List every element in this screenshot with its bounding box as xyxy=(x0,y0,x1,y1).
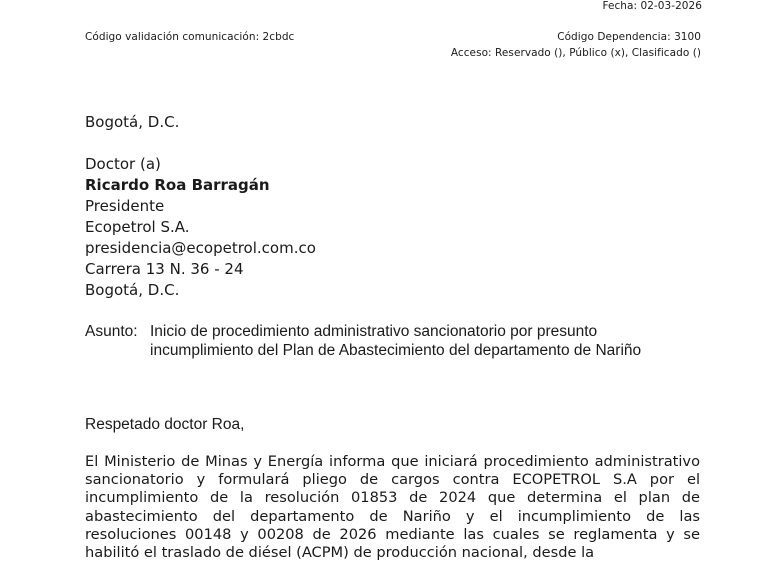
letter-city: Bogotá, D.C. xyxy=(85,113,180,131)
recipient-position: Presidente xyxy=(85,197,165,215)
document-date: Fecha: 02-03-2026 xyxy=(602,0,702,12)
subject-label: Asunto: xyxy=(85,323,138,340)
subject-text: Inicio de procedimiento administrativo sancionatorio por presunto incumplimiento del Plan de Abastecimiento del departamento de Nariño xyxy=(150,323,642,359)
greeting: Respetado doctor Roa, xyxy=(85,416,245,433)
recipient-address: Carrera 13 N. 36 - 24 xyxy=(85,260,244,278)
body-paragraph: El Ministerio de Minas y Energía informa que iniciará procedimiento administrativo sancionatorio y formulará pliego de cargos contra ECOPETROL S.A por el incumplimiento de la resolución 01853 de 2024 que determina el plan de abastecimiento del departamento de Nariño y el incumplimiento de las resoluciones 00148 y 00208 de 2026 mediante las cuales se reglamenta y se habilitó el traslado de diésel (ACPM) de producción nacional, desde la xyxy=(85,453,700,562)
recipient-title: Doctor (a) xyxy=(85,155,161,173)
subject-block xyxy=(85,322,700,360)
recipient-city: Bogotá, D.C. xyxy=(85,281,180,299)
recipient-company: Ecopetrol S.A. xyxy=(85,218,190,236)
access-classification: Acceso: Reservado (), Público (x), Clasificado () xyxy=(450,47,701,59)
recipient-block xyxy=(85,154,700,301)
recipient-name: Ricardo Roa Barragán xyxy=(85,176,270,194)
validation-code: Código validación comunicación: 2cbdc xyxy=(85,31,295,43)
recipient-email: presidencia@ecopetrol.com.co xyxy=(85,239,316,257)
department-code: Código Dependencia: 3100 xyxy=(557,31,701,43)
